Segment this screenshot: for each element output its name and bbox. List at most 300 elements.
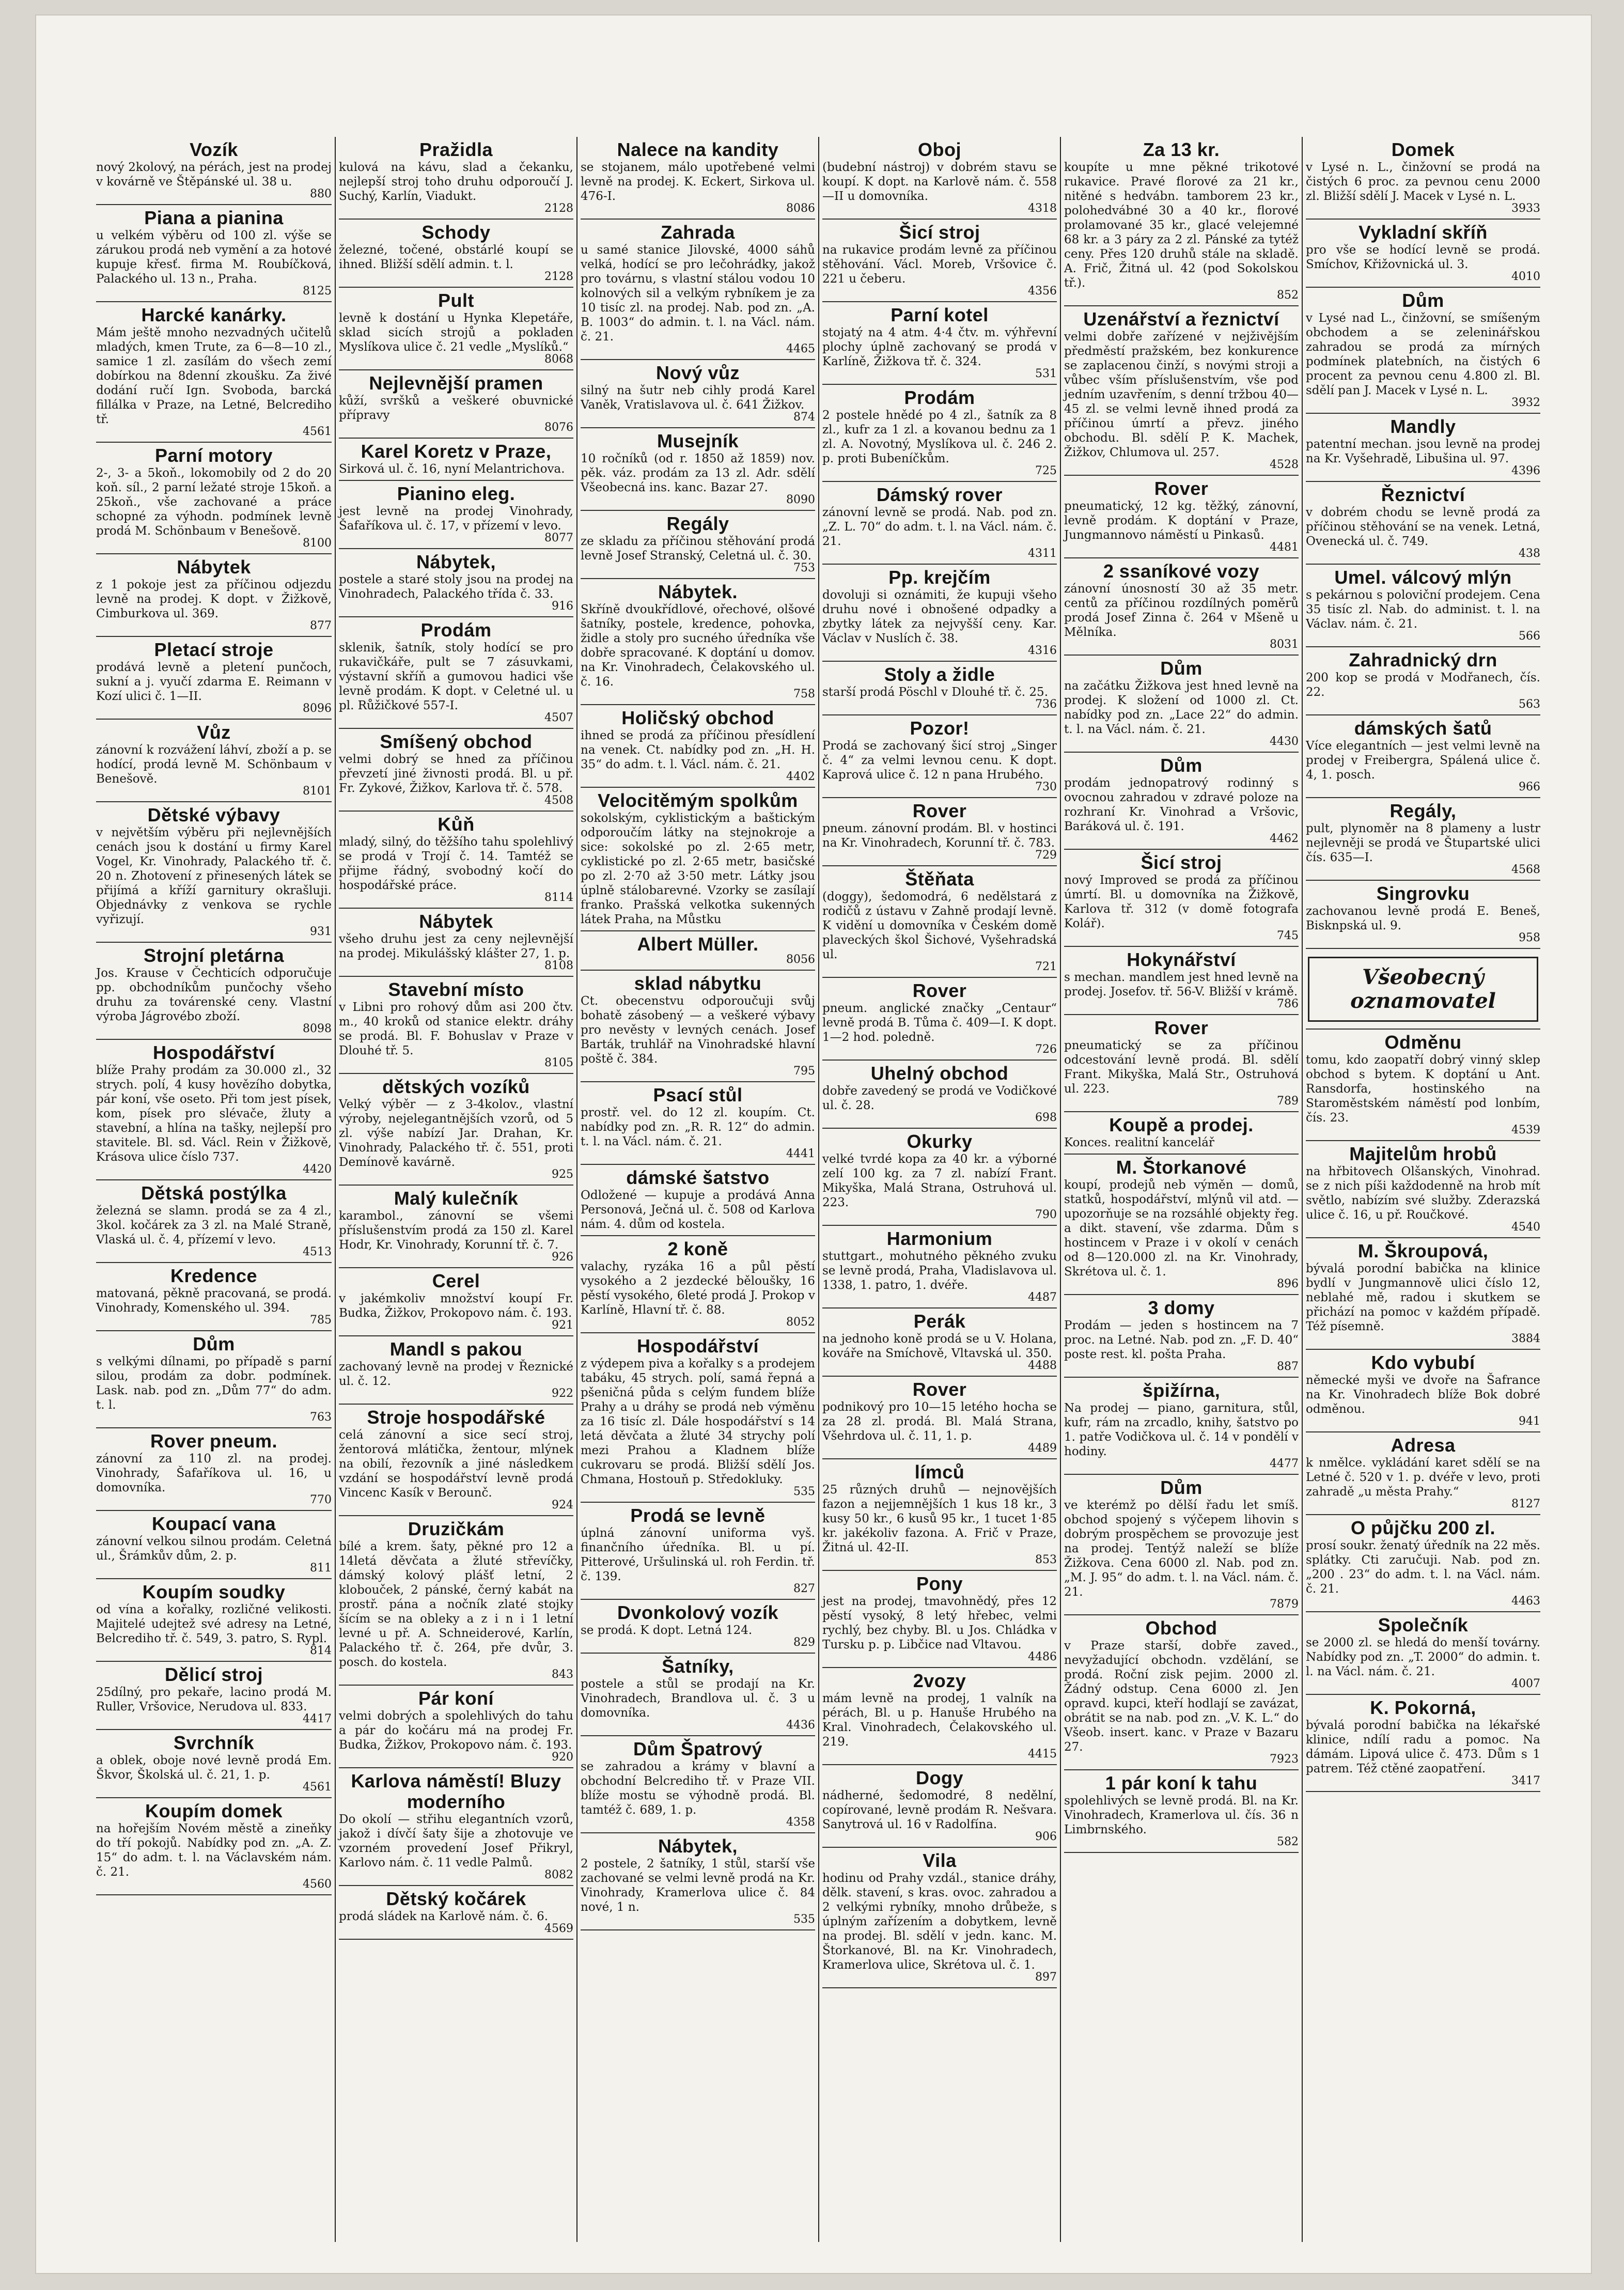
ad-ref-number: 843 (552, 1668, 573, 1681)
classified-ad (339, 1886, 573, 1940)
ad-ref-number: 4488 (1028, 1359, 1057, 1372)
ad-text: 25 různých druhů — nejnovějších fazon a nejjemnějších 1 kus 18 kr., 3 kusy 50 kr., 6 kusů 95 kr., 1 tucet 1·85 kr. jakékoliv fazona. A. Frič v Praze, Žitná ul. 42-II. (822, 1483, 1057, 1554)
newspaper-page (36, 15, 1591, 2273)
ad-heading: Dům (193, 1333, 235, 1354)
ad-text: pneum. anglické značky „Centaur“ levně prodá B. Tůma č. 409—I. K dopt. 1—2 hod. poledně. (822, 1002, 1057, 1044)
classified-ad (1306, 1515, 1540, 1612)
ad-text: 2-, 3- a 5koň., lokomobily od 2 do 20 koň. síl., 2 parní ležaté stroje 15koň. a 25koň., vše zachované a práce schopné za výhodn. podmínek levně prodá M. Schönbaum v Benešově. (96, 466, 332, 538)
ad-text: na hřbitovech Olšanských, Vinohrad. se z nich píši každodenně na hrob mít světlo, nabízím své služby. Zderazská ulice č. 16, u př. Roučkové. (1306, 1165, 1540, 1222)
ad-text: bývalá porodní babička na klinice bydlí v Jungmannově ulici číslo 12, neblahé mě, radou i skutkem se přichází na pomoc v každém případě. Též písemně. (1306, 1262, 1540, 1333)
ad-ref-number: 795 (793, 1065, 815, 1078)
ad-text: úplná zánovní uniforma vyš. finančního úředníka. Bl. u pí. Pitterové, Uršulinská ul. roh Ferdin. tř. č. 139. (581, 1526, 815, 1583)
ad-ref-number: 531 (1035, 367, 1057, 380)
ad-heading: Vila (923, 1850, 957, 1871)
ad-ref-number: 8108 (544, 959, 573, 972)
ad-heading: Kdo vybubí (1371, 1352, 1475, 1373)
ad-ref-number: 877 (310, 619, 332, 632)
classified-ad (1306, 1030, 1540, 1141)
ad-text: sklenik, šatník, stoly hodící se pro rukavičkáře, pult se 7 zásuvkami, výstavní skříň a gumovou hadici vše levně prodám. K dopt. v Celetné ul. u pl. Růžičkové 557-I. (339, 641, 573, 712)
ad-text: (doggy), šedomodrá, 6 nedělstará z rodičů z ústavu v Zahně prodají levně. K vidění u domovníka v Českém domě plaveckých škol Šichové, Vyšehradská ul. (822, 890, 1057, 961)
classified-ad (339, 1516, 573, 1686)
ad-ref-number: 8105 (544, 1056, 573, 1069)
classified-ad (339, 1268, 573, 1336)
ad-ref-number: 4569 (544, 1922, 573, 1935)
classified-ad (1064, 476, 1299, 558)
ad-ref-number: 4420 (303, 1163, 332, 1176)
ad-ref-number: 736 (1035, 698, 1057, 711)
classified-ad (822, 220, 1057, 302)
classified-ad (822, 1765, 1057, 1848)
ad-heading: Dům (1160, 658, 1203, 679)
ad-heading: Nový vůz (655, 362, 740, 383)
ad-ref-number: 763 (310, 1411, 332, 1424)
ad-text: z výdepem piva a kořalky s a prodejem tabáku, 45 strych. polí, samá řepná a pšeničná půda s celým fundem blíže Prahy a u dráhy se prodá neb výměnu za 16 tisíc zl. Dále hospodářství s 14 letá děvčata a žluté 34 strychy polí mezi Prahou a Kladnem blíže cukrovaru se prodá. Bližší sdělí Jos. Chmana, Hostouň p. Středokluky. (581, 1357, 815, 1486)
ad-heading: Řeznictví (1381, 484, 1465, 505)
classified-ad (1306, 949, 1540, 1030)
ad-heading: Šicí stroj (899, 222, 980, 243)
ad-text: pneumatický se za příčinou odcestování levně prodá. Bl. sdělí Frant. Mikyška, Malá Str., Ostruhová ul. 223. (1064, 1039, 1299, 1096)
classified-ad (1306, 288, 1540, 414)
classified-ad (1064, 1378, 1299, 1475)
ad-text: matovaná, pěkně pracovaná, se prodá. Vinohrady, Komenského ul. 394. (96, 1287, 332, 1315)
classified-ad (581, 1503, 815, 1600)
ad-text: s velkými dílnami, po případě s parní silou, prodám za dobr. podmínek. Lask. nab. pod zn. „Dům 77“ do adm. t. l. (96, 1355, 332, 1412)
ad-ref-number: 4402 (786, 770, 815, 783)
ad-text: silný na šutr neb cihly prodá Karel Vaněk, Vratislavova ul. č. 641 Žižkov. (581, 384, 815, 412)
ad-heading: Karlova náměstí! Bluzy moderního (351, 1770, 561, 1812)
ad-ref-number: 924 (552, 1499, 573, 1512)
ad-ref-number: 535 (793, 1913, 815, 1926)
classified-ad (1306, 1238, 1540, 1350)
ad-text: zánovní únosností 30 až 35 metr. centů za příčinou rozdílných poměrů prodá Josef Zinna č. 264 v Mšeně u Mělníka. (1064, 582, 1299, 639)
classified-ad (96, 637, 332, 720)
ad-heading: Prodám (420, 619, 492, 641)
ad-text: postele a staré stoly jsou na prodej na Vinohradech, Palackého třída č. 33. (339, 573, 573, 601)
ad-text: u velkém výběru od 100 zl. výše se zárukou prodá neb vymění a za hotové kupuje křesť. firma M. Roubíčková, Palackého ul. 13 n., Praha. (96, 229, 332, 286)
ad-heading: Dům (1160, 755, 1203, 776)
classified-ad (822, 1129, 1057, 1226)
ad-text: koupí, prodejů neb výměn — domů, statků, hospodářství, mlýnů vil atd. — upozorňuje se na rozsáhlé objekty řeg. a dikt. stavení, vše zdarma. Dům s hostincem v Praze i v okolí v cenách od 8—120.000 zl. na Kr. Vinohrady, Skrétova ul. č. 1. (1064, 1178, 1299, 1279)
ad-ref-number: 8125 (303, 285, 332, 298)
classified-ad (822, 385, 1057, 482)
classified-ad (339, 977, 573, 1074)
ad-heading: Albert Müller. (637, 933, 759, 955)
classified-ad (96, 1730, 332, 1798)
ad-heading: Majitelům hrobů (1349, 1143, 1497, 1164)
ad-text: velmi dobře zařízené v nejživějším předměstí pražském, bez konkurence se zaplacenou činží, s novými stroji a vůbec vším příslušenstvím, vše pod jedním uzavřením, s denní tržbou 40—45 zl. se velmi levně ihned prodá za příčinou úmrtí a převz. jiného obchodu. Bl. sdělí P. K. Machek, Žižkov, Chlumova ul. 257. (1064, 330, 1299, 459)
ad-text: v Praze starší, dobře zaved., nevyžadující obchodn. vzdělání, se prodá. Roční zisk pejim. 2000 zl. Žádný odstup. Cena 6000 zl. Jen opravd. kupci, kteří hodlají se zavázat, obrátit se na nab. pod zn. „V. K. L.“ do Všeob. insert. kanc. v Praze v Bazaru 27. (1064, 1639, 1299, 1754)
classified-ad (339, 481, 573, 549)
ad-ref-number: 4513 (303, 1245, 332, 1258)
ad-text: mám levně na prodej, 1 valník na pérách, Bl. u p. Hanuše Hrubého na Kral. Vinohradech, Čelakovského ul. 219. (822, 1692, 1057, 1749)
classified-ad (1064, 1615, 1299, 1770)
classified-ad (1306, 565, 1540, 647)
ad-heading: Pár koní (418, 1688, 494, 1709)
classified-ad (581, 705, 815, 788)
ad-ref-number: 958 (1519, 931, 1540, 944)
ad-heading: Pletací stroje (154, 639, 274, 660)
ad-ref-number: 887 (1277, 1360, 1299, 1373)
ad-heading: Prodám (904, 387, 975, 408)
classified-ad (1306, 220, 1540, 288)
ad-text: ihned se prodá za příčinou přesídlení na venek. Ct. nabídky pod zn. „H. H. 35“ do adm. t. l. Václ. nám. č. 21. (581, 729, 815, 771)
classified-ad (339, 137, 573, 220)
classified-ad (96, 1511, 332, 1579)
classified-ad (1064, 1112, 1299, 1155)
ad-heading: Kredence (170, 1265, 258, 1286)
ad-ref-number: 4560 (303, 1878, 332, 1891)
ad-column (335, 137, 576, 2242)
classified-ad (96, 205, 332, 302)
ad-text: Velký výběr — z 3-4kolov., vlastní výroby, nejelegantnějších vzorů, od 5 zl. výše nabízí Jar. Drahan, Kr. Vinohrady, Palackého tř. č. 551, proti Demínově kavárně. (339, 1098, 573, 1169)
ad-text: na rukavice prodám levně za příčinou stěhování. Václ. Moreb, Vršovice č. 221 u čeberu. (822, 243, 1057, 286)
ad-heading: Pražidla (419, 139, 493, 160)
ad-text: Ct. obecenstvu odporoučuji svůj bohatě zásobený — a veškeré výbavy pro nevěsty v levných cenách. Josef Barták, truhlář na Vinohradské hlavní poště č. 384. (581, 994, 815, 1066)
ad-text: hodinu od Prahy vzdál., stanice dráhy, dělk. stavení, s kras. ovoc. zahradou a 2 velkými rybníky, mnoho drůbeže, s úplným zařízením a dobytkem, levně na prodej. Bl. sdělí v jedn. kanc. M. Štorkanové, Bl. na Kr. Vinohradech, Kramerlova ulice, Skrétova ul. č. 1. (822, 1872, 1057, 1972)
classified-ad (1064, 137, 1299, 306)
ad-ref-number: 7923 (1270, 1753, 1299, 1766)
ad-text: velké tvrdé kopa za 40 kr. a výborné zelí 100 kg. za 7 zl. nabízí Frant. Mikyška, Malá Strana, Ostruhová ul. 223. (822, 1152, 1057, 1209)
ad-ref-number: 966 (1519, 781, 1540, 793)
ad-ref-number: 729 (1035, 849, 1057, 862)
ad-heading: Parní kotel (891, 304, 989, 325)
ad-ref-number: 790 (1035, 1208, 1057, 1221)
ad-ref-number: 786 (1277, 998, 1299, 1010)
ad-ref-number: 566 (1519, 630, 1540, 643)
ad-heading: Rover (912, 800, 967, 821)
ad-heading: Psací stůl (653, 1084, 743, 1105)
classified-ad (581, 1654, 815, 1736)
classified-ad (822, 798, 1057, 866)
ad-heading: 2 ssaníkové vozy (1103, 560, 1260, 582)
classified-ad (339, 617, 573, 729)
ad-ref-number: 8068 (544, 353, 573, 366)
classified-ad (581, 579, 815, 705)
ad-heading: Nábytek, (416, 551, 496, 572)
ad-ref-number: 8096 (303, 702, 332, 715)
ad-ref-number: 8086 (786, 202, 815, 215)
ad-heading: Rover (912, 1379, 967, 1400)
ad-text: se prodá. K dopt. Letná 124. (581, 1624, 753, 1637)
ad-ref-number: 874 (793, 411, 815, 424)
classified-ad (339, 1405, 573, 1516)
ad-text: v Lysé n. L., činžovní se prodá na čistých 6 proc. za pevnou cenu 2000 zl. Bližší sdělí J. Macek v Lysé n. L. (1306, 161, 1540, 203)
ad-ref-number: 4311 (1028, 547, 1057, 560)
ad-ref-number: 4540 (1511, 1221, 1540, 1234)
ad-heading: Uhelný obchod (870, 1063, 1009, 1084)
ad-ref-number: 4462 (1270, 832, 1299, 845)
classified-ad (1306, 1141, 1540, 1238)
ad-text: 25dílný, pro pekaře, lacino prodá M. Ruller, Vršovice, Nerudova ul. 833. (96, 1686, 332, 1713)
ad-ref-number: 931 (310, 925, 332, 938)
ad-heading: Dětská postýlka (141, 1182, 287, 1204)
ad-text: stuttgart., mohutného pěkného zvuku se levně prodá, Praha, Vladislavova ul. 1338, 1. patro, 1. dvéře. (822, 1250, 1057, 1292)
classified-ad (96, 1263, 332, 1331)
ad-ref-number: 730 (1035, 781, 1057, 793)
classified-ad (1064, 1155, 1299, 1295)
classified-ad (581, 1833, 815, 1930)
ad-heading: Pianino eleg. (397, 483, 516, 504)
ad-ref-number: 852 (1277, 289, 1299, 302)
ad-ref-number: 8114 (544, 891, 573, 904)
ad-ref-number: 814 (310, 1644, 332, 1657)
classified-ad (822, 565, 1057, 662)
ad-heading: Odměnu (1384, 1032, 1462, 1053)
ad-ref-number: 4486 (1028, 1650, 1057, 1663)
ad-text: na hořejším Novém městě a zineňky do tří pokojů. Nabídky pod zn. „A. Z. 15“ do adm. t. l. na Václavském nám. č. 21. (96, 1822, 332, 1879)
ad-heading: Stavební místo (388, 979, 524, 1000)
ad-ref-number: 827 (793, 1582, 815, 1595)
ad-text: patentní mechan. jsou levně na prodej na Kr. Vyšehradě, Libušina ul. 97. (1306, 438, 1540, 465)
ad-ref-number: 563 (1519, 698, 1540, 711)
classified-ad (822, 1308, 1057, 1377)
ad-heading: Prodá se levně (630, 1505, 766, 1526)
ad-text: (budební nástroj) v dobrém stavu se koupí. K dopt. na Karlově nám. č. 558—II u domovníka. (822, 161, 1057, 203)
ad-text: stojatý na 4 atm. 4·4 čtv. m. výhřevní plochy úplně zachovaný se prodá v Karlíně, Žižkova tř. č. 324. (822, 326, 1057, 368)
classified-ad (581, 971, 815, 1082)
ad-text: koupíte u mne pěkné trikotové rukavice. Pravé florové za 21 kr., nitěné s hedvábn. tamborem 23 kr., polohedvábné 30 a 40 kr., florové prolamované 35 kr., glacé velejemné 68 kr. a 3 páry za 2 zl. Pánské za tytéž ceny. Přes 120 druhů stále na skladě. A. Frič, Žitná ul. 42 (pod Sokolskou tř.). (1064, 161, 1299, 290)
classified-ad (1306, 881, 1540, 949)
classified-ad (339, 1186, 573, 1268)
ad-ref-number: 753 (793, 562, 815, 574)
ad-text: Do okolí — střihu elegantních vzorů, jakož i dívčí šaty šije a zhotovuje ve vzorném provedení Josef Přikryl, Karlovo nám. č. 11 vedle Palmů. (339, 1813, 573, 1870)
ad-heading: Okurky (907, 1131, 973, 1152)
ad-ref-number: 3932 (1511, 396, 1540, 409)
ad-ref-number: 896 (1277, 1278, 1299, 1290)
ad-heading: Zahradnický drn (1349, 649, 1497, 671)
ad-heading: Vůz (197, 722, 231, 743)
ad-heading: Obchod (1145, 1617, 1217, 1639)
classified-ad (1064, 947, 1299, 1015)
ad-ref-number: 4539 (1511, 1124, 1540, 1136)
ad-column (93, 137, 335, 2242)
ad-heading: Zahrada (661, 222, 735, 243)
classified-ad (1064, 558, 1299, 656)
classified-ad (1306, 1695, 1540, 1792)
classified-ad (339, 439, 573, 481)
classified-ad (96, 802, 332, 943)
ad-ref-number: 922 (552, 1387, 573, 1400)
ad-heading: Společník (1378, 1614, 1469, 1635)
ad-ref-number: 8031 (1270, 638, 1299, 651)
ad-text: podnikový pro 10—15 letého hocha se za 28 zl. prodá. Bl. Malá Strana, Všehrdova ul. č. 11, 1. p. (822, 1400, 1057, 1443)
classified-ad (1064, 1015, 1299, 1112)
ad-heading: Nábytek (419, 911, 493, 932)
classified-ad (339, 220, 573, 288)
ad-text: železné, točené, obstárlé koupí se ihned. Bližší sdělí admin. t. l. (339, 243, 573, 271)
classified-ad (1064, 1475, 1299, 1615)
classified-ad (581, 137, 815, 220)
ad-ref-number: 7879 (1270, 1598, 1299, 1611)
ad-heading: Strojní pletárna (143, 945, 285, 966)
ad-text: Sirková ul. č. 16, nyní Melantrichova. (339, 462, 565, 476)
classified-ad (339, 909, 573, 977)
ad-heading: Pp. krejčím (888, 567, 991, 588)
ad-ref-number: 726 (1035, 1043, 1057, 1056)
ad-heading: Rover (912, 980, 967, 1001)
ad-text: 2 postele hnědé po 4 zl., šatník za 8 zl., kufr za 1 zl. a kovanou bednu za 1 zl. A. Novotný, Myslíkova ul. č. 246 2. p. proti Bubeníčkům. (822, 409, 1057, 465)
ad-text: pro vše se hodící levně se prodá. Smíchov, Křižovnická ul. 3. (1306, 243, 1540, 271)
ad-ref-number: 4507 (544, 711, 573, 724)
classified-ad (1064, 1295, 1299, 1378)
ad-text: jest levně na prodej Vinohrady, Šafaříkova ul. č. 17, v přízemí v levo. (339, 505, 573, 533)
ad-heading: Karel Koretz v Praze, (361, 441, 552, 462)
ad-text: prodává levně a pletení punčoch, sukní a j. vyučí zdarma E. Reimann v Kozí ulici č. 1—II. (96, 661, 332, 703)
classified-ad (1306, 715, 1540, 798)
ad-ref-number: 920 (552, 1751, 573, 1764)
ad-ref-number: 8098 (303, 1022, 332, 1035)
classified-ad (822, 1377, 1057, 1459)
ad-text: pult, plynoměr na 8 plameny a lustr nejlevněji se prodá ve Štupartské ulici čís. 635—I. (1306, 822, 1540, 864)
ad-text: kůží, svršků a veškeré obuvnické přípravy (339, 394, 573, 422)
ad-ref-number: 811 (310, 1562, 332, 1575)
classified-ad (339, 288, 573, 370)
ad-text: se 2000 zl. se hledá do menší továrny. Nabídky pod zn. „T. 2000“ do admin. t. l. na Václ. nám. č. 21. (1306, 1636, 1540, 1678)
ad-text: na začátku Žižkova jest hned levně na prodej. K složení od 1000 zl. Ct. nabídky pod zn. „Lace 22“ do admin. t. l. na Václ. nám. č. 21. (1064, 679, 1299, 736)
classified-ad (1306, 137, 1540, 220)
classified-ad (96, 720, 332, 802)
classified-ad (581, 1082, 815, 1165)
classified-ad (96, 554, 332, 637)
ad-text: prostř. vel. do 12 zl. koupím. Ct. nabídky pod zn. „R. R. 12“ do admin. t. l. na Václ. nám. č. 21. (581, 1106, 815, 1148)
ad-column (818, 137, 1060, 2242)
classified-ad (822, 1226, 1057, 1308)
ad-text: celá zánovní a sice secí stroj, žentorová mlátička, žentour, mlýnek na obilí, řezovník a jiné následkem vzdání se hospodářství levně prodá Vincenc Kasík v Berounč. (339, 1428, 573, 1500)
ad-text: zánovní k rozvážení láhví, zboží a p. se hodící, prodá levně M. Schönbaum v Benešově. (96, 743, 332, 786)
ad-heading: 3 domy (1148, 1297, 1215, 1318)
ad-text: valachy, ryzáka 16 a půl pěstí vysokého a 2 jezdecké běloušky, 16 pěstí vysokého, 6leté prodá J. Prokop v Karlíně, Hlavní tř. č. 88. (581, 1260, 815, 1317)
ad-ref-number: 8090 (786, 493, 815, 506)
classified-ad (1306, 647, 1540, 715)
ad-ref-number: 4436 (786, 1719, 815, 1732)
ad-text: zánovní za 110 zl. na prodej. Vinohrady, Šafaříkova ul. 16, u domovníka. (96, 1452, 332, 1494)
classified-ad (581, 1333, 815, 1503)
ad-ref-number: 785 (310, 1314, 332, 1327)
ad-heading: Pony (916, 1573, 963, 1594)
ad-ref-number: 4007 (1511, 1677, 1540, 1690)
ad-ref-number: 758 (793, 688, 815, 700)
ad-heading: Hospodářství (636, 1335, 759, 1357)
ad-ref-number: 8101 (303, 785, 332, 798)
ad-text: bílé a krem. šaty, pěkné pro 12 a 14letá děvčata a žluté střevíčky, dámský kolový plášť letní, 2 klobouček, 2 pánské, černý kabát na prostř. pána a nočník zlaté stojky šícím se na obleky a z i n i 1 letní levné u př. A. Schneiderové, Karlín, Palackého tř. č. 264, pře dvůr, 3. posch. do kostela. (339, 1540, 573, 1669)
ad-ref-number: 897 (1035, 1971, 1057, 1984)
ad-text: v Lysé nad L., činžovní, se smíšeným obchodem a se zeleninářskou zahradou se prodá za mírných podmínek platebních, na čistých 6 procent za pevnou cenu 4.800 zl. Bl. sdělí pan J. Macek v Lysé n. L. (1306, 311, 1540, 397)
classified-ad (1064, 306, 1299, 476)
ad-ref-number: 880 (310, 188, 332, 200)
ad-heading: Harmonium (886, 1228, 993, 1249)
ad-text: Jos. Krause v Čechticích odporučuje pp. obchodníkům punčochy všeho druhu za továrenské ceny. Vlastní výroba Jágrovébo zboží. (96, 967, 332, 1023)
ad-heading: Koupací vana (151, 1513, 276, 1534)
ad-text: v jakémkoliv množství koupí Fr. Budka, Žižkov, Prokopovo nám. č. 193. (339, 1292, 573, 1320)
ad-heading: Regály, (1389, 800, 1457, 821)
classified-ad (96, 1180, 332, 1263)
classified-ad (1064, 1770, 1299, 1853)
ad-ref-number: 8127 (1511, 1498, 1540, 1510)
ad-text: Konces. realitní kancelář (1064, 1136, 1214, 1149)
ad-heading: Singrovku (1376, 883, 1470, 904)
ad-heading: Druzičkám (408, 1518, 505, 1539)
ad-text: u samé stanice Jilovské, 4000 sáhů velká, hodící se pro lečohrádky, jakož pro továrnu, s vlastní stálou vodou 10 kolnových sil a velkým rybníkem je za 10 tisíc zl. na prodej. Nab. pod zn. „A. B. 1003“ do admin. t. l. na Václ. nám. č. 21. (581, 243, 815, 344)
ad-heading: Nalece na kandity (617, 139, 779, 160)
ad-ref-number: 916 (552, 600, 573, 613)
ad-text: a oblek, oboje nové levně prodá Em. Škvor, Školská ul. č. 21, 1. p. (96, 1754, 332, 1782)
ad-heading: O půjčku 200 zl. (1350, 1517, 1496, 1538)
classified-ad (822, 978, 1057, 1061)
classified-ad (581, 360, 815, 428)
ad-ref-number: 3933 (1511, 202, 1540, 215)
ad-heading: M. Škroupová, (1357, 1240, 1489, 1261)
ad-heading: Dvonkolový vozík (617, 1602, 779, 1623)
classified-ad (1306, 1350, 1540, 1432)
ad-heading: Šatníky, (662, 1656, 734, 1677)
ad-heading: Šicí stroj (1141, 852, 1222, 873)
ad-text: postele a stůl se prodají na Kr. Vinohradech, Brandlova ul. č. 3 u domovníka. (581, 1677, 815, 1720)
ad-ref-number: 535 (793, 1485, 815, 1498)
classified-ad (581, 931, 815, 971)
ad-ref-number: 4356 (1028, 285, 1057, 298)
ad-text: dobře zavedený se prodá ve Vodičkové ul. č. 28. (822, 1084, 1057, 1112)
ad-text: pneum. zánovní prodám. Bl. v hostinci na Kr. Vinohradech, Korunní tř. č. 783. (822, 822, 1057, 850)
ad-text: zánovní velkou silnou prodám. Celetná ul., Šrámkův dům, 2. p. (96, 1535, 332, 1563)
ad-text: Prodá se zachovaný šicí stroj „Singer č. 4“ za velmi levnou cenu. K dopt. Kaprová ulice č. 12 n pana Hrubého. (822, 739, 1057, 782)
ad-ref-number: 4417 (303, 1712, 332, 1725)
ad-heading: Smíšený obchod (380, 731, 533, 752)
ad-ref-number: 2128 (544, 270, 573, 283)
classified-ad (1306, 798, 1540, 881)
ad-text: jest na prodej, tmavohnědý, přes 12 pěstí vysoký, 8 letý hřebec, velmi rychlý, bez chyby. Bl. u Jos. Chládka v Tursku p. p. Libčice nad Vltavou. (822, 1595, 1057, 1652)
ad-text: železná se slamn. prodá se za 4 zl., 3kol. kočárek za 3 zl. na Malé Straně, Vlaská ul. č. 4, přízemí v levo. (96, 1204, 332, 1247)
ad-heading: špižírna, (1142, 1380, 1221, 1401)
classified-ad (581, 1165, 815, 1236)
ad-heading: Dogy (916, 1767, 963, 1788)
ad-ref-number: 906 (1035, 1830, 1057, 1843)
classified-ad (822, 1668, 1057, 1765)
ad-ref-number: 8077 (544, 532, 573, 544)
classified-ad (1064, 656, 1299, 753)
ad-heading: 2vozy (913, 1670, 966, 1691)
ad-text: tomu, kdo zaopatří dobrý vinný sklep obchod s bytem. K doptání u Ant. Ransdorfa, hostinského na Staroměstském náměstí pod lonbím, čís. 23. (1306, 1053, 1540, 1125)
ad-heading: Mandl s pakou (389, 1338, 523, 1360)
ad-text: nový 2kolový, na pérách, jest na prodej v kovárně ve Štěpánské ul. 38 u. (96, 161, 332, 189)
classified-ad (339, 1074, 573, 1186)
classified-ad (1064, 753, 1299, 850)
ad-heading: Rover pneum. (150, 1430, 278, 1452)
classified-ad (822, 1571, 1057, 1668)
ad-heading: Nejlevnější pramen (369, 372, 543, 394)
ad-text: sokolským, cyklistickým a baštickým odporoučím látky na stejnokroje a sice: sokolské po zl. 2·65 metr, cyklistické po zl. 2·65 metr, basičské po zl. 2·70 až 3·50 metr. Látky jsou úplně stálobarevné. Vzorky se zasílají franko. Prašská velkotka sukenných látek Praha, na Můstku (581, 812, 815, 926)
ad-ref-number: 3884 (1511, 1332, 1540, 1345)
ad-ref-number: 4465 (786, 342, 815, 355)
ad-heading: Koupím domek (145, 1800, 283, 1821)
ad-text: dovoluji si oznámiti, že kupuji všeho druhu nové i obnošené odpadky a zbytky látek za nejvyšší ceny. Kar. Václav v Nuslích č. 38. (822, 588, 1057, 645)
ad-text: se zahradou a krámy v blavní a obchodní Belcrediho tř. v Praze VII. blíže mostu se výhodně prodá. Bl. tamtéž č. 689, 1. p. (581, 1760, 815, 1817)
ad-ref-number: 4568 (1511, 863, 1540, 876)
ad-text: prodá sládek na Karlově nám. č. 6. (339, 1910, 549, 1923)
ad-ref-number: 853 (1035, 1553, 1057, 1566)
ad-ref-number: 4528 (1270, 458, 1299, 471)
classified-ad (822, 866, 1057, 978)
ad-heading: Piana a pianina (144, 207, 284, 228)
classified-columns (93, 137, 1544, 2242)
ad-heading: Koupím soudky (142, 1581, 286, 1602)
classified-ad (1306, 482, 1540, 565)
ad-heading: 2 koně (667, 1238, 728, 1259)
ad-text: Prodám — jeden s hostincem na 7 proc. na Letné. Nab. pod zn. „F. D. 40“ poste rest. kl. pošta Praha. (1064, 1319, 1299, 1361)
ad-heading: Kůň (438, 814, 475, 835)
ad-text: z 1 pokoje jest za příčinou odjezdu levně na prodej. K dopt. v Žižkově, Cimburkova ul. 369. (96, 578, 332, 620)
classified-ad (822, 662, 1057, 715)
classified-ad (96, 1331, 332, 1428)
